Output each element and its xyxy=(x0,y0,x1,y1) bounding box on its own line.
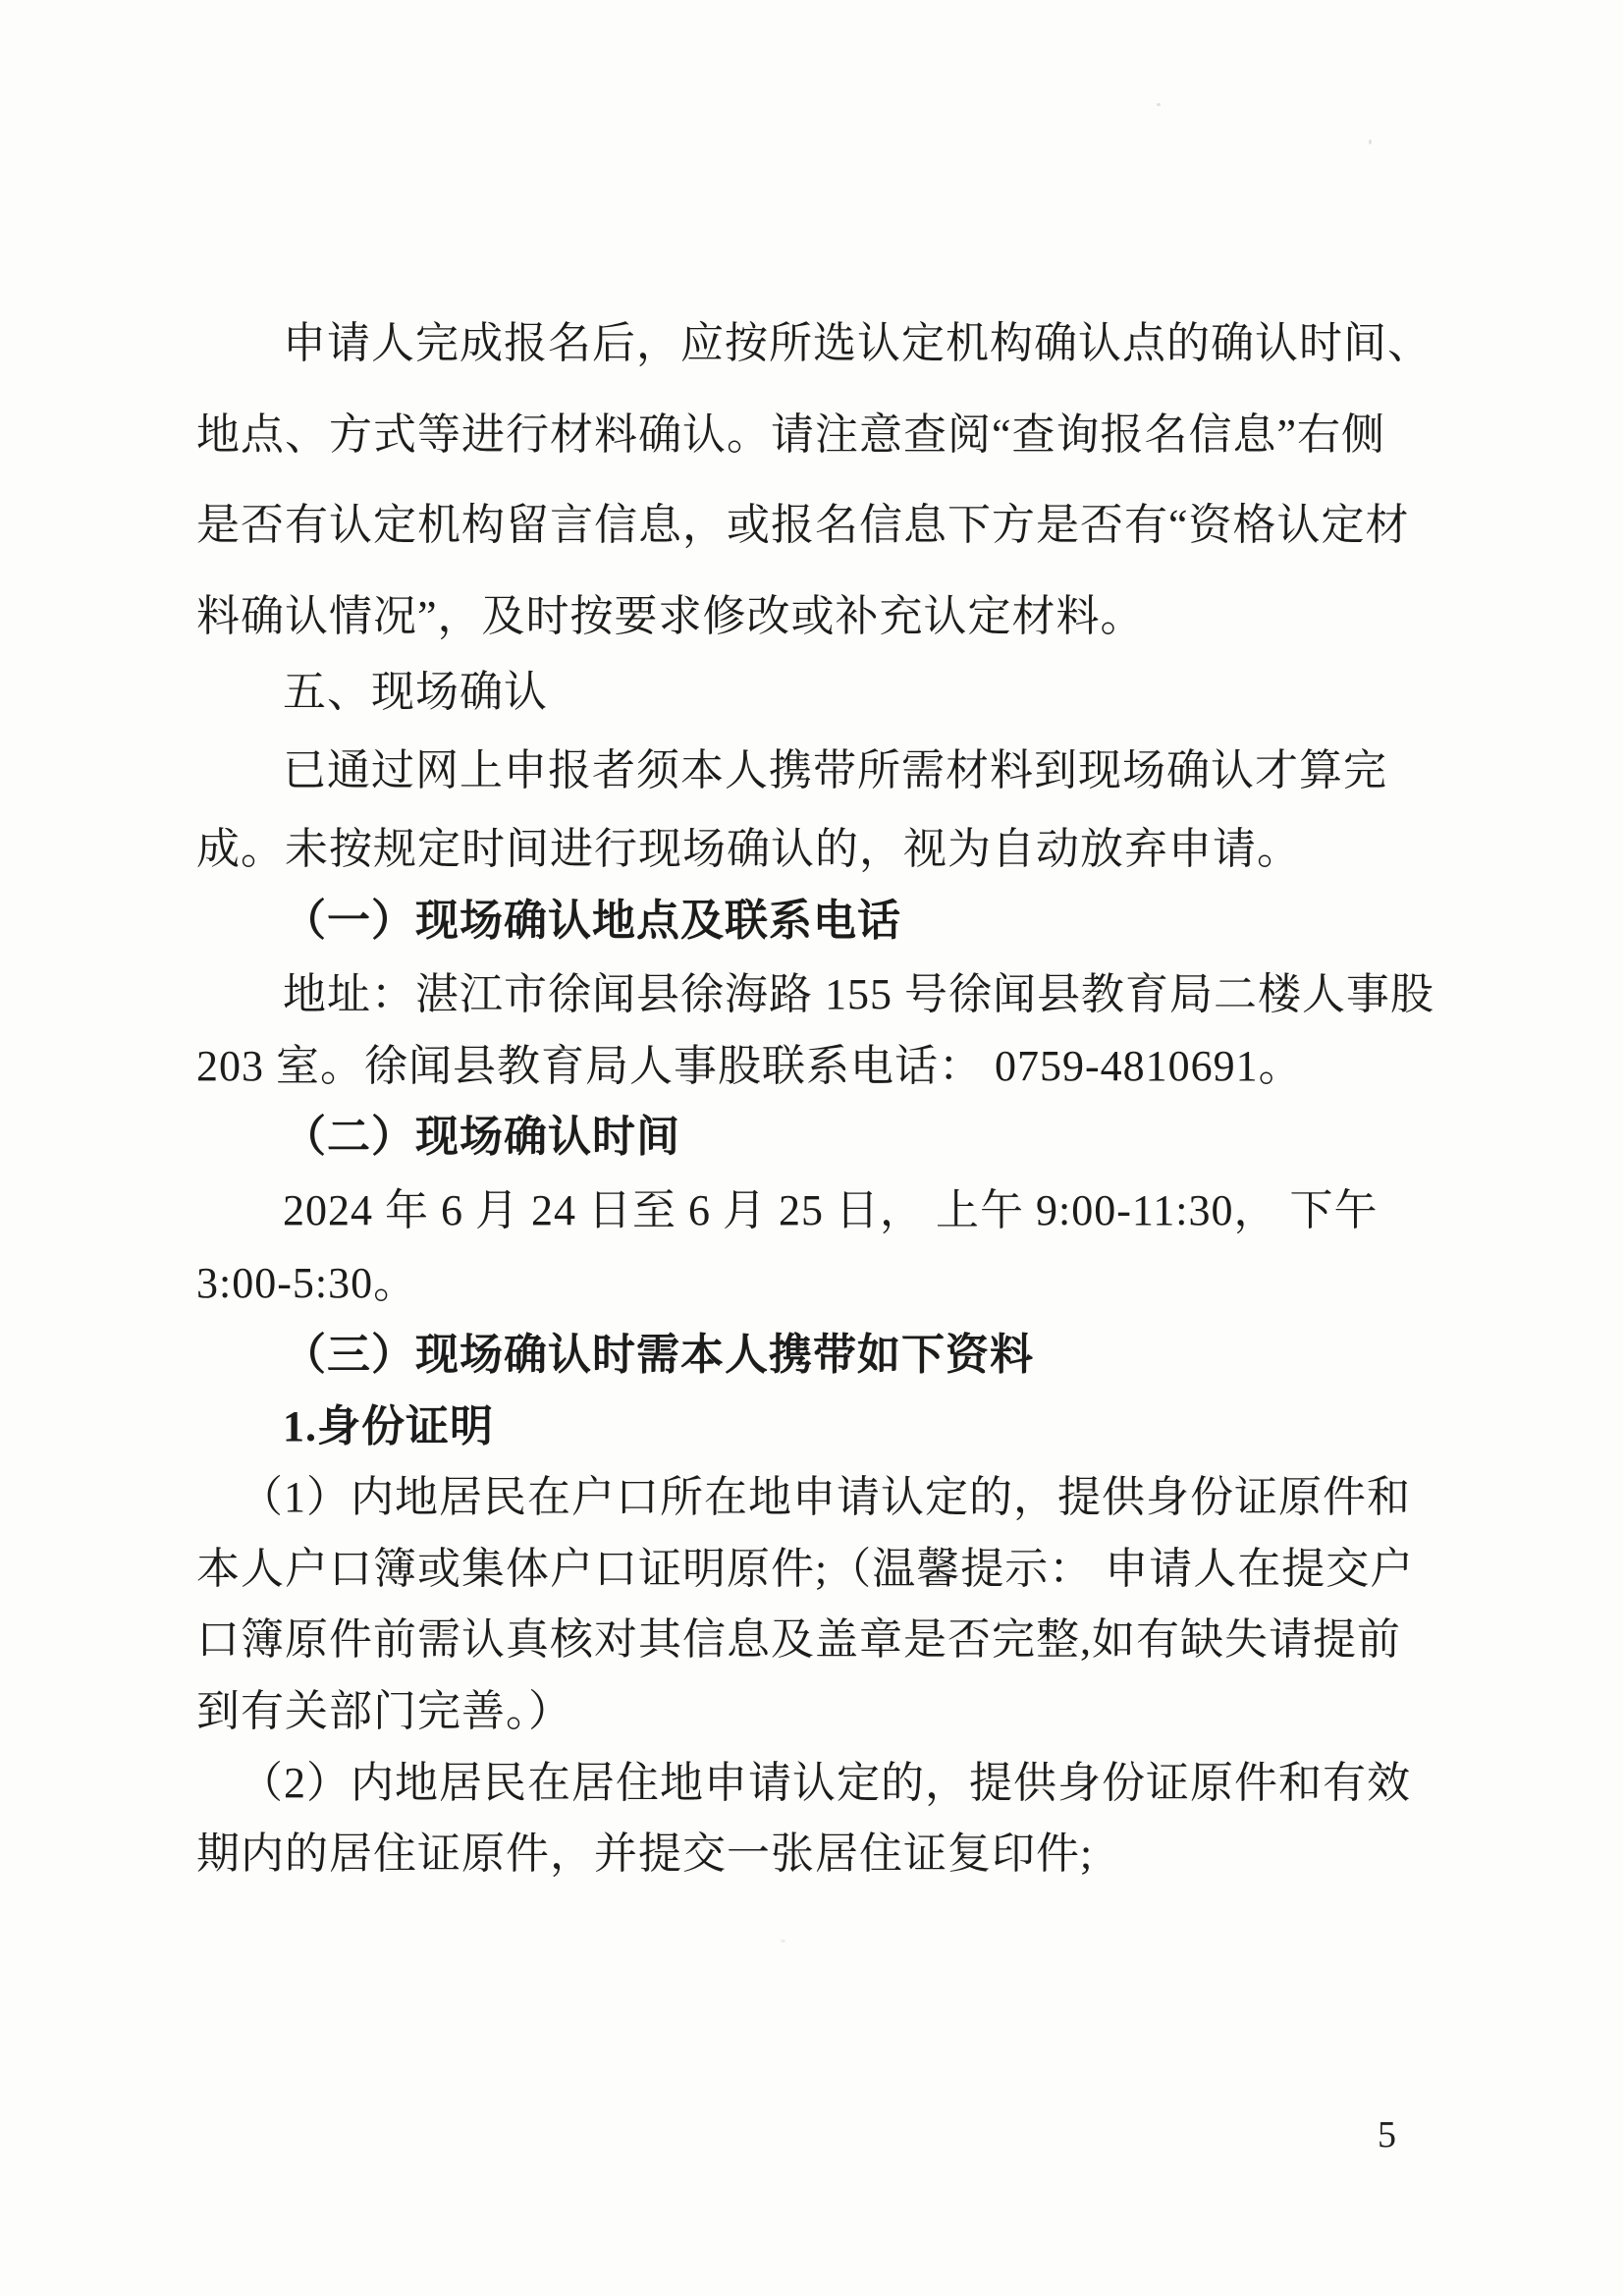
text-line-15: 1.身份证明 xyxy=(283,1402,494,1450)
text-line-3: 是否有认定机构留言信息，或报名信息下方是否有“资格认定材 xyxy=(196,501,1410,549)
document-text-block xyxy=(196,0,1434,2296)
text-line-14: （三）现场确认时需本人携带如下资料 xyxy=(283,1331,1034,1379)
text-line-5: 五、现场确认 xyxy=(283,668,548,716)
text-line-1: 申请人完成报名后，应按所选认定机构确认点的确认时间、 xyxy=(283,319,1432,367)
text-line-16: （1）内地居民在户口所在地申请认定的，提供身份证原件和 xyxy=(240,1473,1411,1521)
text-line-9: 地址：湛江市徐闻县徐海路 155 号徐闻县教育局二楼人事股 xyxy=(283,970,1434,1018)
text-line-6: 已通过网上申报者须本人携带所需材料到现场确认才算完 xyxy=(283,746,1387,794)
text-line-2: 地点、方式等进行材料确认。请注意查阅“查询报名信息”右侧 xyxy=(196,410,1386,459)
scan-speck xyxy=(781,1940,785,1942)
text-line-19: 到有关部门完善。） xyxy=(196,1687,572,1735)
text-line-7: 成。未按规定时间进行现场确认的，视为自动放弃申请。 xyxy=(196,825,1301,873)
text-line-4: 料确认情况”，及时按要求修改或补充认定材料。 xyxy=(196,592,1145,640)
text-line-18: 口簿原件前需认真核对其信息及盖章是否完整,如有缺失请提前 xyxy=(196,1615,1401,1664)
page-number: 5 xyxy=(1378,2114,1396,2156)
text-line-13: 3:00-5:30。 xyxy=(196,1259,418,1307)
text-line-20: （2）内地居民在居住地申请认定的，提供身份证原件和有效 xyxy=(240,1759,1411,1807)
text-line-17: 本人户口簿或集体户口证明原件;（温馨提示： 申请人在提交户 xyxy=(196,1545,1415,1593)
text-line-11: （二）现场确认时间 xyxy=(283,1113,680,1161)
scan-speck xyxy=(1157,103,1161,106)
scan-speck xyxy=(1369,139,1372,144)
text-line-8: （一）现场确认地点及联系电话 xyxy=(283,897,901,945)
text-line-12: 2024 年 6 月 24 日至 6 月 25 日， 上午 9:00-11:30， 下午 xyxy=(283,1186,1379,1234)
text-line-10: 203 室。徐闻县教育局人事股联系电话： 0759-4810691。 xyxy=(196,1042,1303,1090)
text-line-21: 期内的居住证原件，并提交一张居住证复印件; xyxy=(196,1830,1094,1878)
